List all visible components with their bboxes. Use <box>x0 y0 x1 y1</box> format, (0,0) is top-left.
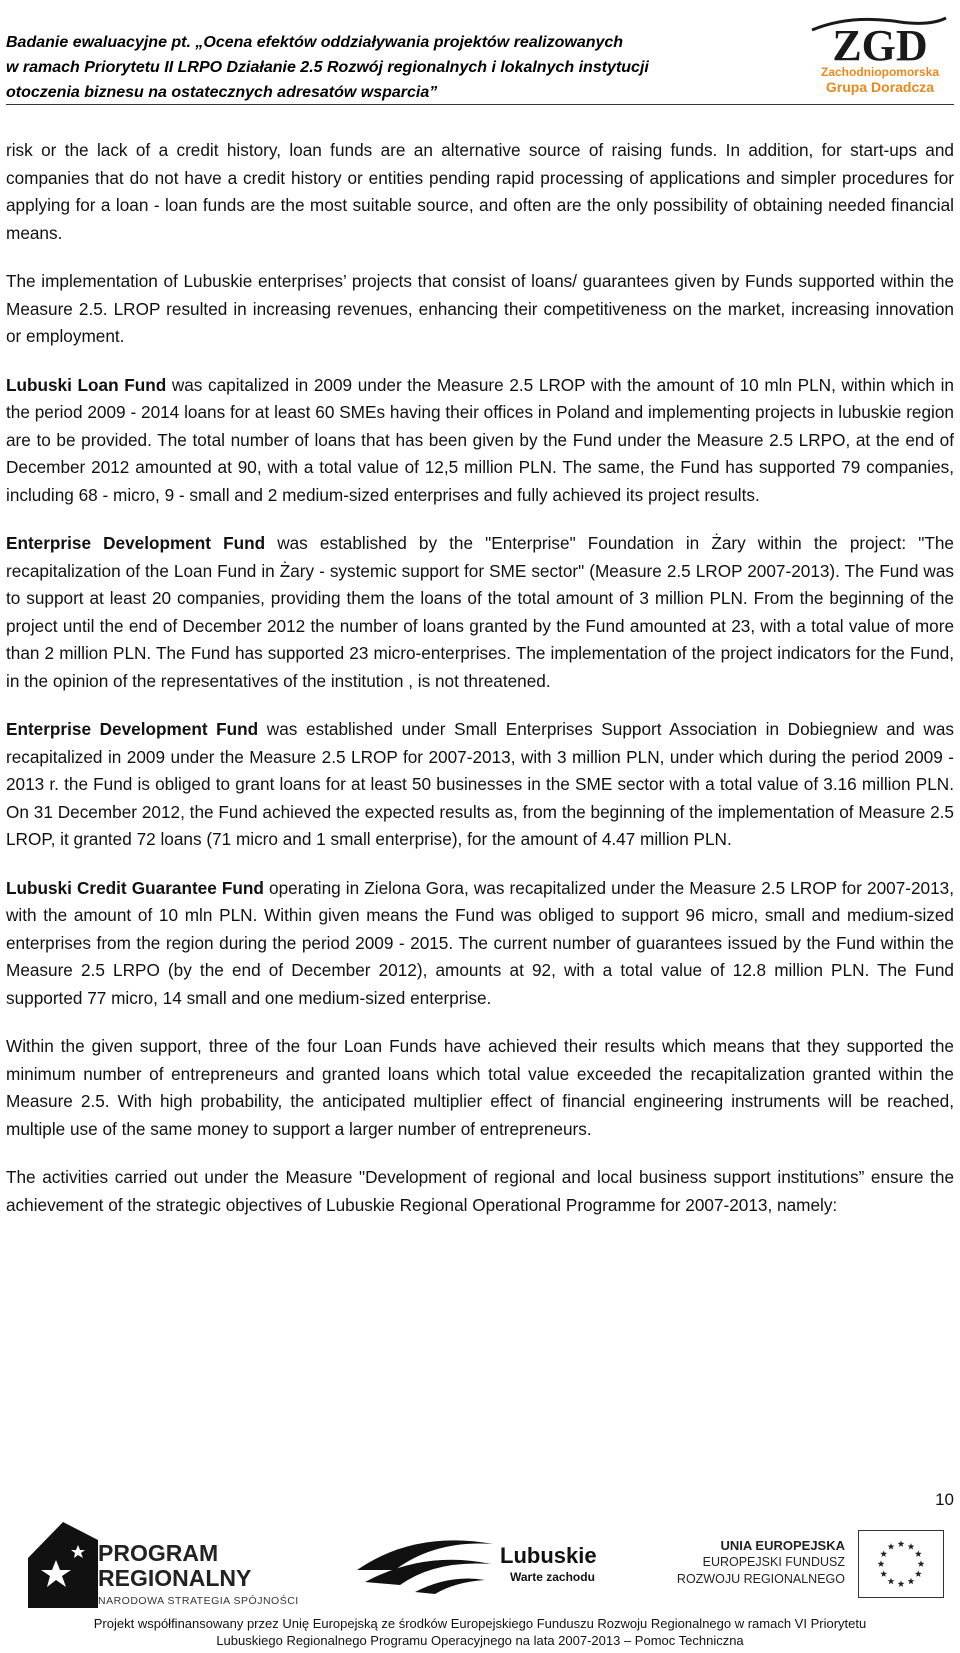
eu-flag-icon <box>858 1530 944 1598</box>
eu-fund-label <box>655 1537 845 1588</box>
document-body <box>6 137 954 1240</box>
eu-line-3: ROZWOJU REGIONALNEGO <box>676 1572 845 1586</box>
eu-star-icon <box>898 1540 905 1547</box>
eu-star-icon <box>880 1550 887 1557</box>
zgd-logo-mark: ZGD <box>832 21 928 70</box>
document-header <box>6 30 766 105</box>
eu-star-icon <box>878 1560 885 1567</box>
header-title-line-3: otoczenia biznesu na ostatecznych adresatów wsparcia” <box>6 84 438 101</box>
eu-star-icon <box>880 1570 887 1577</box>
paragraph-text: was capitalized in 2009 under the Measure 2.5 LROP with the amount of 10 mln PLN, within which in the period 2009 - 2014 loans for at least 60 SMEs having their offices in Poland and implementing projects in lubuskie region are to be provided. The total number of loans that has been given by the Fund under the Measure 2.5 LRPO, at the end of December 2012 amounted at 90, with a total value of 12,5 million PLN. The same, the Fund has supported 79 companies, including 68 - micro, 9 - small and 2 medium-sized enterprises and fully achieved its project results. <box>6 374 954 505</box>
eu-star-icon <box>888 1543 895 1550</box>
paragraph-lubuski-loan-fund <box>6 372 954 510</box>
lubuskie-logo-name: Lubuskie <box>500 1543 597 1568</box>
program-line-2: REGIONALNY <box>98 1565 252 1591</box>
program-subtitle: NARODOWA STRATEGIA SPÓJNOŚCI <box>98 1595 299 1607</box>
lubuskie-logo-motto: Warte zachodu <box>510 1570 595 1584</box>
eu-star-icon <box>898 1580 905 1587</box>
paragraph-1: risk or the lack of a credit history, loan funds are an alternative source of raising funds. In addition, for start-ups and companies that do not have a credit history or entities pending rapid processing of applications and simpler procedures for applying for a loan - loan funds are the most suitable source, and often are the only possibility of obtaining needed financial means. <box>6 140 954 243</box>
paragraph-8: The activities carried out under the Measure "Development of regional and local business support institutions” ensure the achievement of the strategic objectives of Lubuskie Regional Operational Programme for 2007-2013, namely: <box>6 1167 954 1215</box>
zgd-logo <box>810 12 950 97</box>
header-title-line-1: Badanie ewaluacyjne pt. „Ocena efektów oddziaływania projektów realizowanych <box>6 34 624 51</box>
eu-star-icon <box>918 1560 925 1567</box>
header-title-line-2: w ramach Priorytetu II LRPO Działanie 2.5 Rozwój regionalnych i lokalnych instytucji <box>6 59 649 76</box>
fund-name-bold: Enterprise Development Fund <box>6 533 266 553</box>
zgd-logo-sub-2: Grupa Doradcza <box>825 79 935 95</box>
paragraph-2: The implementation of Lubuskie enterprises’ projects that consist of loans/ guarantees given by Funds supported within the Measure 2.5. LROP resulted in increasing revenues, enhancing their competitiveness on the market, increasing innovation or employment. <box>6 271 954 346</box>
footer-cofinancing-note <box>0 1615 960 1649</box>
eu-star-icon <box>915 1570 922 1577</box>
paragraph-credit-guarantee-fund <box>6 875 954 1013</box>
fund-name-bold: Enterprise Development Fund <box>6 719 259 739</box>
page-number: 10 <box>935 1490 954 1509</box>
eu-line-2: EUROPEJSKI FUNDUSZ <box>702 1555 845 1569</box>
footer-line-2: Lubuskiego Regionalnego Programu Operacyjnego na lata 2007-2013 – Pomoc Techniczna <box>216 1633 744 1648</box>
eu-line-1: UNIA EUROPEJSKA <box>720 1538 845 1553</box>
paragraph-7: Within the given support, three of the four Loan Funds have achieved their results which means that they supported the minimum number of entrepreneurs and granted loans which total value exceeded the recapitalization granted within the Measure 2.5. With high probability, the anticipated multiplier effect of financial engineering instruments will be reached, multiple use of the same money to support a larger number of entrepreneurs. <box>6 1036 954 1139</box>
footer-line-1: Projekt współfinansowany przez Unię Europejską ze środków Europejskiego Funduszu Rozwoju Regionalnego w ramach VI Priorytetu <box>93 1616 867 1631</box>
fund-name-bold: Lubuski Credit Guarantee Fund <box>6 877 264 898</box>
eu-star-icon <box>908 1543 915 1550</box>
eu-star-icon <box>888 1578 895 1585</box>
footer-logos <box>0 1515 960 1620</box>
header-divider <box>6 104 954 105</box>
paragraph-text: was established by the "Enterprise" Foundation in Żary within the project: "The recapitalization of the Loan Fund in Żary - systemic support for SME sector" (Measure 2.5 LROP 2007-2013). The Fund was to support at least 20 companies, providing them the loans of the total amount of 3 million PLN. From the beginning of the project until the end of December 2012 the number of loans granted by the Fund amounted at 23, with a total value of more than 2 million PLN. The Fund has supported 23 micro-enterprises. The implementation of the project indicators for the Fund, in the opinion of the representatives of the institution , is not threatened. <box>6 533 954 691</box>
lubuskie-wing-icon <box>355 1530 495 1595</box>
fund-name-bold: Lubuski Loan Fund <box>6 374 167 395</box>
paragraph-text: was established under Small Enterprises Support Association in Dobiegniew and was recapitalized in 2009 under the Measure 2.5 LROP for 2007-2013, with 3 million PLN, under which during the period 2009 - 2013 r. the Fund is obliged to grant loans for at least 50 businesses in the SME sector with a total value of 3.16 million PLN. On 31 December 2012, the Fund achieved the expected results as, from the beginning of the implementation of Measure 2.5 LROP, it granted 72 loans (71 micro and 1 small enterprise), for the amount of 4.47 million PLN. <box>6 719 954 849</box>
program-regionalny-star-icon <box>28 1520 98 1610</box>
paragraph-text: operating in Zielona Gora, was recapitalized under the Measure 2.5 LROP for 2007-2013, with the amount of 10 mln PLN. Within given means the Fund was obliged to support 96 micro, small and medium-sized enterprises from the region during the period 2009 - 2015. The current number of guarantees issued by the Fund within the Measure 2.5 LRPO (by the end of December 2012), amounts at 92, with a total value of 12.8 million PLN. The Fund supported 77 micro, 14 small and one medium-sized enterprise. <box>6 877 954 1008</box>
eu-star-icon <box>908 1578 915 1585</box>
program-line-1: PROGRAM <box>98 1540 219 1566</box>
program-regionalny-logo <box>98 1541 251 1591</box>
paragraph-enterprise-fund-zary <box>6 530 954 695</box>
zgd-logo-sub-1: Zachodniopomorska <box>820 65 940 79</box>
eu-star-icon <box>915 1550 922 1557</box>
paragraph-enterprise-fund-dobiegniew <box>6 716 954 854</box>
